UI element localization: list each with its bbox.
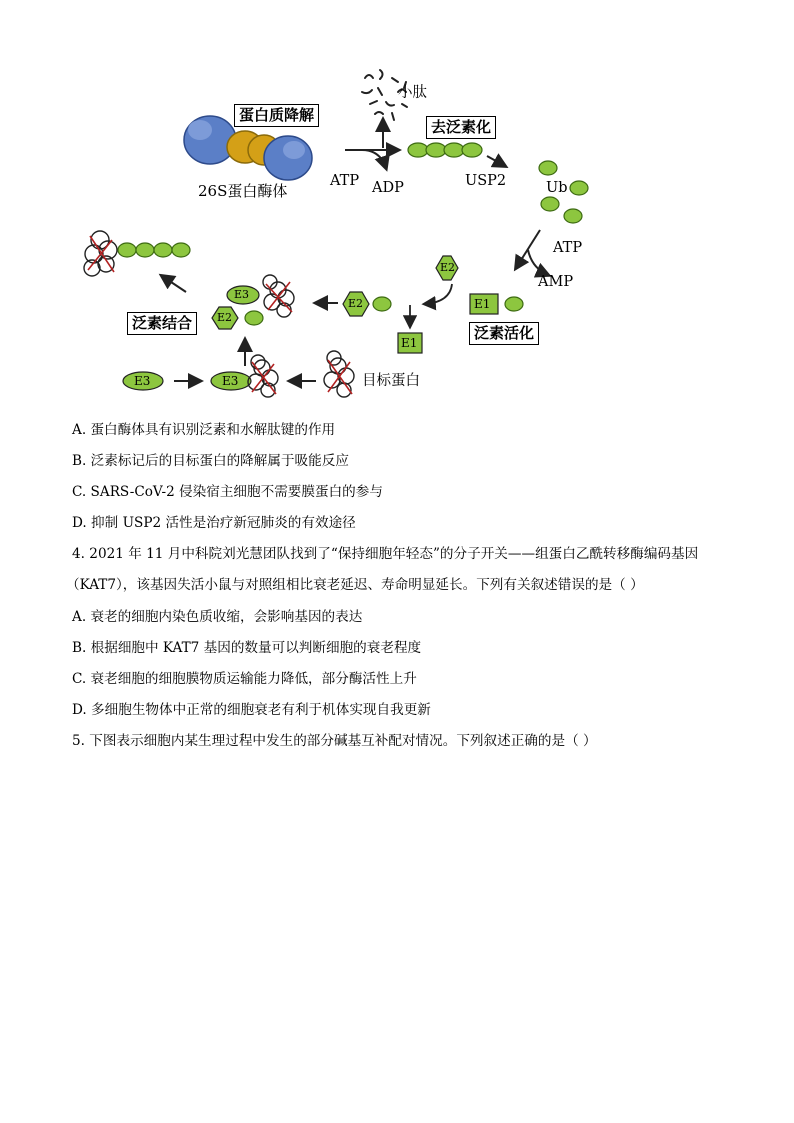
q3-option-a: A. 蛋白酶体具有识别泛素和水解肽键的作用 [72,422,336,438]
q3-option-c: C. SARS-CoV-2 侵染宿主细胞不需要膜蛋白的参与 [72,484,383,500]
label-proteasome: 26S蛋白酶体 [198,182,288,200]
target-protein-e3-icon [248,355,278,397]
label-e1-active: E1 [474,297,491,311]
label-atp-1: ATP [330,173,360,189]
label-e3-complex: E3 [234,288,250,301]
label-adp: ADP [372,180,404,196]
q3-option-d: D. 抑制 USP2 活性是治疗新冠肺炎的有效途径 [72,515,356,531]
label-e2-complex: E2 [217,311,233,324]
label-peptide: 小肽 [398,85,427,101]
label-e3-bound: E3 [222,374,239,388]
label-target-protein: 目标蛋白 [362,373,420,389]
label-activation: 泛素活化 [469,322,539,345]
label-e2-ub: E2 [348,297,364,310]
q3-option-b: B. 泛素标记后的目标蛋白的降解属于吸能反应 [72,453,349,469]
q4-option-d: D. 多细胞生物体中正常的细胞衰老有利于机体实现自我更新 [72,702,431,718]
target-protein-bound-icon [263,275,294,317]
ubiquitin-chain-top [408,143,482,157]
q4-option-a: A. 衰老的细胞内染色质收缩，会影响基因的表达 [72,609,363,625]
q4-option-b: B. 根据细胞中 KAT7 基因的数量可以判断细胞的衰老程度 [72,640,422,656]
ubiquitin-pathway-diagram [0,0,794,410]
label-e1-released: E1 [401,336,418,350]
diagram-graphics [0,0,794,410]
label-conjugation: 泛素结合 [127,312,197,335]
q4-stem-line2: （KAT7），该基因失活小鼠与对照组相比衰老延迟、寿命明显延长。下列有关叙述错误的是（ ） [66,577,644,593]
target-protein-icon [324,351,354,397]
label-degradation: 蛋白质降解 [234,104,319,127]
label-ub: Ub [546,180,568,196]
label-e2-top: E2 [440,261,456,274]
q4-stem-line1: 4. 2021 年 11 月中科院刘光慧团队找到了“保持细胞年轻态”的分子开关——组蛋白乙酰转移酶编码基因 [72,546,699,562]
label-amp: AMP [538,274,574,290]
polyubiquitinated-target-icon [84,231,190,276]
label-usp2: USP2 [465,173,507,189]
q4-option-c: C. 衰老细胞的细胞膜物质运输能力降低，部分酶活性上升 [72,671,417,687]
label-deubiquitination: 去泛素化 [426,116,496,139]
label-atp-2: ATP [553,240,583,256]
label-e3-free: E3 [134,374,151,388]
q5-stem: 5. 下图表示细胞内某生理过程中发生的部分碱基互补配对情况。下列叙述正确的是（ ） [72,733,597,749]
